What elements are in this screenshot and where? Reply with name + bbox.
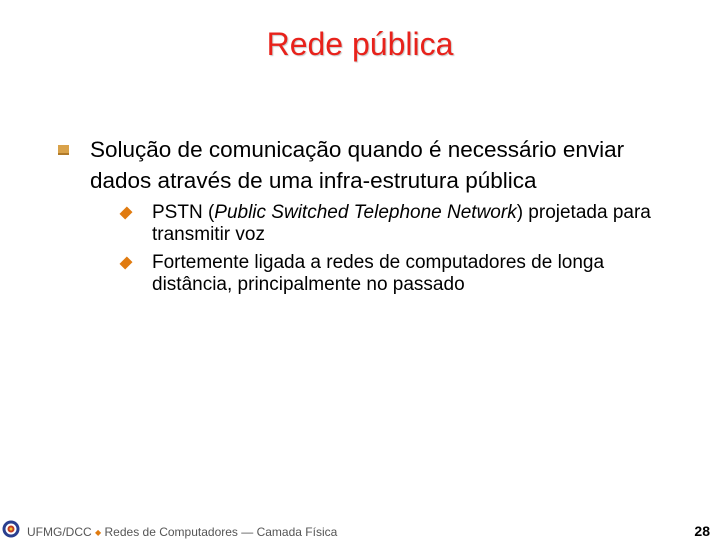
footer-text (27, 525, 337, 539)
sub-bullet-wan-text: Fortemente ligada a redes de computadores de longa distância, principalmente no passado (152, 252, 605, 295)
main-bullet-text: Solução de comunicação quando é necessário enviar dados através de uma infra-estrutura pública (90, 137, 625, 193)
sub-bullet-pstn (122, 202, 658, 246)
pstn-suffix: ) projetada para transmitir voz (152, 202, 651, 245)
university-logo-icon (2, 520, 20, 538)
diamond-bullet-icon (119, 256, 132, 269)
diamond-bullet-icon (119, 206, 132, 219)
slide-title: Rede pública (266, 26, 454, 62)
footer-institution: UFMG/DCC (27, 525, 92, 539)
page-number: 28 (694, 523, 710, 539)
footer-separator-icon: ◆ (95, 528, 102, 537)
main-bullet (58, 134, 658, 296)
sub-bullet-wan (122, 252, 658, 296)
footer-course: Redes de Computadores — Camada Física (104, 525, 338, 539)
square-bullet-icon (58, 145, 69, 155)
pstn-expansion: Public Switched Telephone Network (214, 202, 517, 223)
sub-bullet-pstn-text (152, 202, 658, 246)
pstn-prefix: PSTN ( (152, 202, 215, 223)
slide-footer (0, 520, 720, 540)
